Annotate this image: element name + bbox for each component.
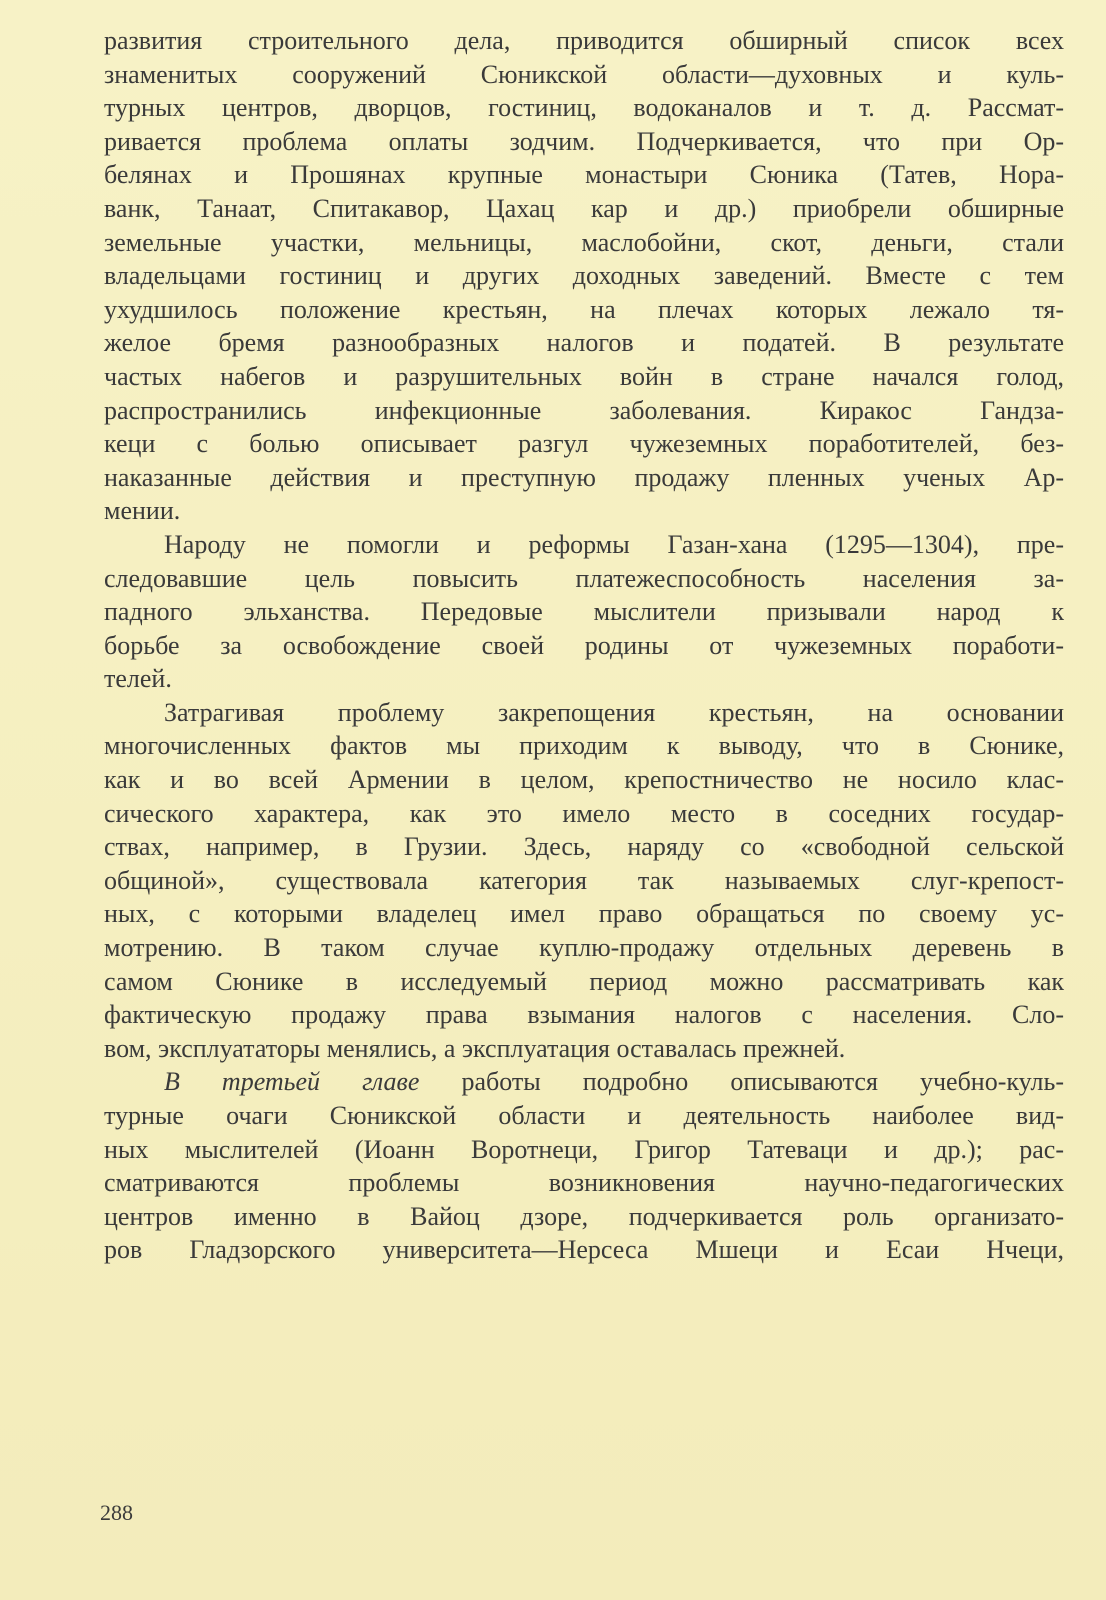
text-line: центров именно в Вайоц дзоре, подчеркивается роль организато- [104,1201,1064,1231]
text-line: сматриваются проблемы возникновения научно-педагогических [104,1168,1064,1198]
paragraph-start-line: Народу не помогли и реформы Газан-хана (1295—1304), пре- [164,529,1064,559]
text-line: ствах, например, в Грузии. Здесь, наряду со «свободной сельской [104,832,1064,862]
text-line: мении. [104,496,181,526]
text-line: как и во всей Армении в целом, крепостничество не носило клас- [104,765,1064,795]
text-line: падного эльханства. Передовые мыслители призывали народ к [104,597,1064,627]
text-line: ухудшилось положение крестьян, на плечах которых лежало тя- [104,294,1064,324]
text-line: желое бремя разнообразных налогов и податей. В результате [104,328,1064,358]
text-line: белянах и Прошянах крупные монастыри Сюника (Татев, Нора- [104,160,1064,190]
text-line: сического характера, как это имело место в соседних государ- [104,798,1064,828]
text-line: земельные участки, мельницы, маслобойни, скот, деньги, стали [104,227,1064,257]
text-line: ванк, Танаат, Спитакавор, Цахац кар и др.) приобрели обширные [104,193,1064,223]
text-line: кеци с болью описывает разгул чужеземных поработителей, без- [104,429,1064,459]
text-line: владельцами гостиниц и других доходных заведений. Вместе с тем [104,261,1064,291]
text-line: ривается проблема оплаты зодчим. Подчеркивается, что при Ор- [104,126,1064,156]
text-line: распространились инфекционные заболевания. Киракос Гандза- [104,395,1064,425]
body-text [104,24,1064,1267]
text-line: ных, с которыми владелец имел право обращаться по своему ус- [104,899,1064,929]
text-line: самом Сюнике в исследуемый период можно рассматривать как [104,966,1064,996]
text-line: мотрению. В таком случае куплю-продажу отдельных деревень в [104,933,1064,963]
text-line: борьбе за освобождение своей родины от чужеземных поработи- [104,630,1064,660]
text-line: турные очаги Сюникской области и деятельность наиболее вид- [104,1101,1064,1130]
text-line: турных центров, дворцов, гостиниц, водоканалов и т. д. Рассмат- [104,93,1064,123]
text-line: наказанные действия и преступную продажу пленных ученых Ар- [104,462,1064,492]
page-number: 288 [100,1500,133,1525]
text-line: многочисленных фактов мы приходим к выводу, что в Сюнике, [104,731,1064,761]
text-line: вом, эксплуататоры менялись, а эксплуатация оставалась прежней. [104,1033,846,1063]
text-line: развития строительного дела, приводится обширный список всех [104,26,1064,55]
text-line: следовавшие цель повысить платежеспособность населения за- [104,563,1064,593]
text-line: знаменитых сооружений Сюникской области—духовных и куль- [104,59,1064,89]
paragraph-start-line [104,1065,1064,1099]
text-line: телей. [104,664,172,694]
text-line: фактическую продажу права взымания налогов с населения. Сло- [104,1000,1064,1030]
text-line: частых набегов и разрушительных войн в стране начался голод, [104,361,1064,391]
paragraph-start-line: Затрагивая проблему закрепощения крестьян, на основании [164,697,1064,727]
text-line-rest: работы подробно описываются учебно-куль- [461,1067,1064,1097]
text-line: ров Гладзорского университета—Нерсеса Мшеци и Есаи Нчеци, [104,1235,1064,1265]
text-line: общиной», существовала категория так называемых слуг-крепост- [104,865,1064,895]
italic-lead: В третьей главе [164,1067,420,1097]
text-line: ных мыслителей (Иоанн Воротнеци, Григор Татеваци и др.); рас- [104,1134,1064,1164]
